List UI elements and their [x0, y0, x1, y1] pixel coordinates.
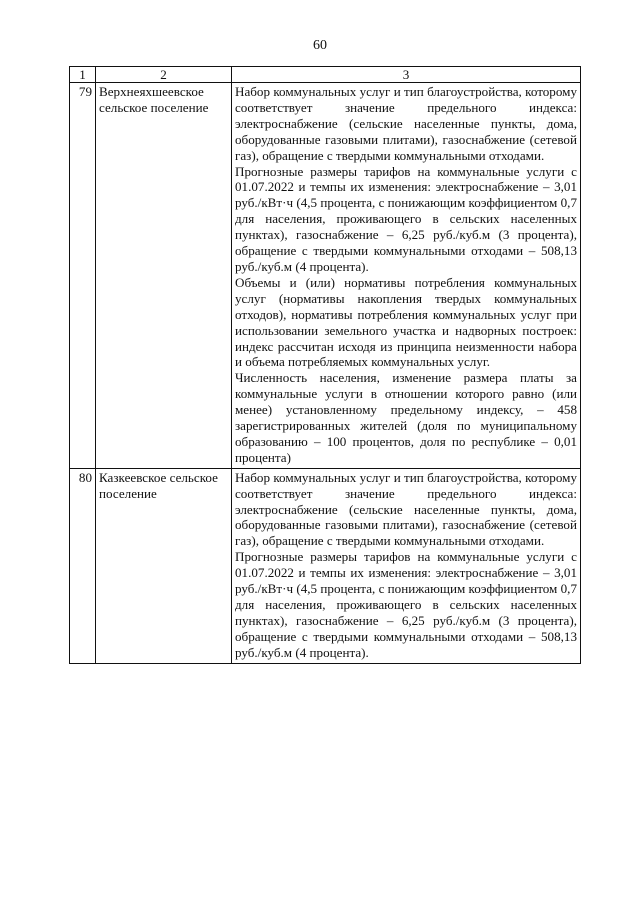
table-row: [70, 468, 581, 663]
row-number: 79: [70, 83, 96, 469]
description-paragraph: Прогнозные размеры тарифов на коммунальные услуги с 01.07.2022 и темпы их изменения: электроснабжение – 3,01 руб./кВт·ч (4,5 процента, с понижающим коэффициентом 0,7 для населения, проживающего в сельских населенных пунктах), газоснабжение – 6,25 руб./куб.м (3 процента), обращение с твердыми коммунальными отходами – 508,13 руб./куб.м (4 процента).: [235, 549, 577, 660]
row-description: [232, 468, 581, 663]
column-header-2: 2: [96, 67, 232, 83]
table-row: [70, 83, 581, 469]
description-paragraph: Прогнозные размеры тарифов на коммунальные услуги с 01.07.2022 и темпы их изменения: электроснабжение – 3,01 руб./кВт·ч (4,5 процента, с понижающим коэффициентом 0,7 для населения, проживающего в сельских населенных пунктах), газоснабжение – 6,25 руб./куб.м (3 процента), обращение с твердыми коммунальными отходами – 508,13 руб./куб.м (4 процента).: [235, 163, 577, 274]
settlement-name: Казкеевское сельское поселение: [96, 468, 232, 663]
column-header-3: 3: [232, 67, 581, 83]
row-number: 80: [70, 468, 96, 663]
settlements-table: [69, 66, 581, 664]
description-paragraph: Численность населения, изменение размера платы за коммунальные услуги в отношении которого равно (или менее) установленному предельному индексу, – 458 зарегистрированных жителей (доля по муниципальному образованию – 100 процентов, доля по республике – 0,01 процента): [235, 370, 577, 465]
description-paragraph: Объемы и (или) нормативы потребления коммунальных услуг (нормативы накопления твердых коммунальных отходов), нормативы потребления коммунальных услуг при использовании земельного участка и надворных построек: индекс рассчитан исходя из принципа неизменности набора и объема потребляемых коммунальных услуг.: [235, 274, 577, 370]
description-paragraph: Набор коммунальных услуг и тип благоустройства, которому соответствует значение предельного индекса: электроснабжение (сельские населенные пункты, дома, оборудованные газовыми плитами), газоснабжение (сетевой газ), обращение с твердыми коммунальными отходами.: [235, 469, 577, 549]
column-header-1: 1: [70, 67, 96, 83]
page-number: 60: [313, 38, 327, 53]
row-description: [232, 83, 581, 469]
description-paragraph: Набор коммунальных услуг и тип благоустройства, которому соответствует значение предельного индекса: электроснабжение (сельские населенные пункты, дома, оборудованные газовыми плитами), газоснабжение (сетевой газ), обращение с твердыми коммунальными отходами.: [235, 84, 577, 163]
table-header-row: [70, 67, 581, 83]
settlement-name: Верхнеяхшеевское сельское поселение: [96, 83, 232, 469]
